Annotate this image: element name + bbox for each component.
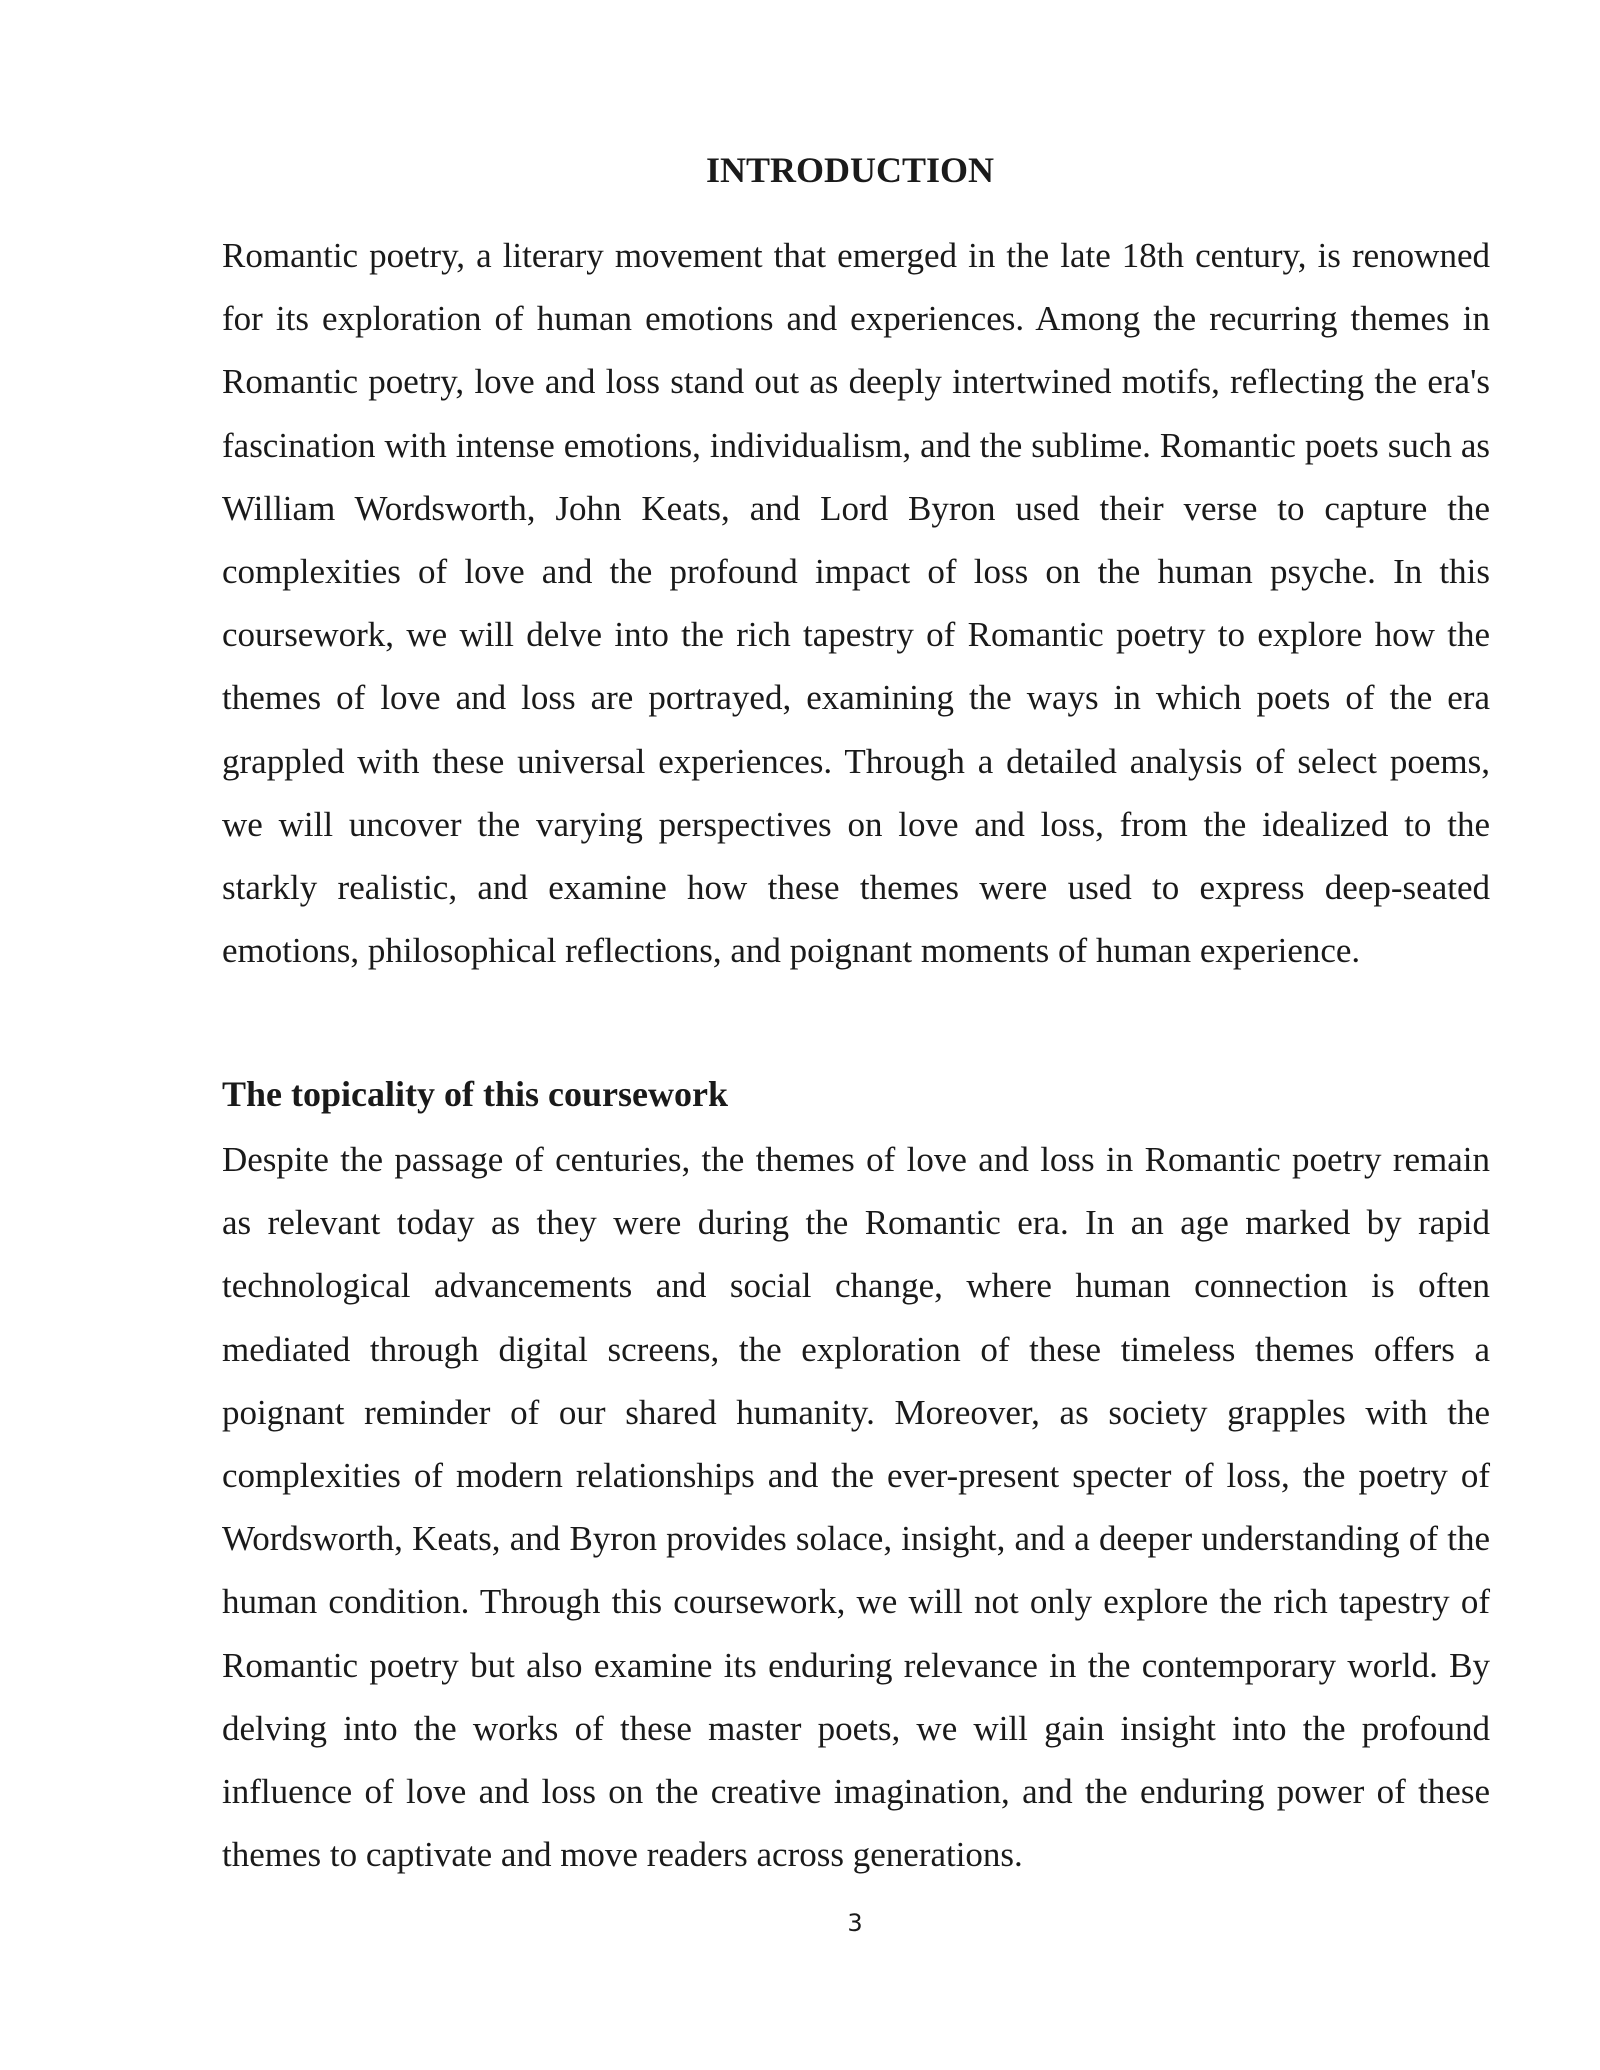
page-number: 3 <box>847 1909 863 1937</box>
topicality-paragraph: Despite the passage of centuries, the themes of love and loss in Romantic poetry remain as relevant today as they were during the Romantic era. In an age marked by rapid technological advancements and social change, where human connection is often mediated through digital screens, the exploration of these timeless themes offers a poignant reminder of our shared humanity. Moreover, as society grapples with the complexities of modern relationships and the ever-present specter of loss, the poetry of Wordsworth, Keats, and Byron provides solace, insight, and a deeper understanding of the human condition. Through this coursework, we will not only explore the rich tapestry of Romantic poetry but also examine its enduring relevance in the contemporary world. By delving into the works of these master poets, we will gain insight into the profound influence of love and loss on the creative imagination, and the enduring power of these themes to captivate and move readers across generations. <box>222 1140 1490 1875</box>
section-heading: INTRODUCTION <box>705 150 995 190</box>
subsection-heading: The topicality of this coursework <box>222 1074 728 1114</box>
intro-paragraph: Romantic poetry, a literary movement that emerged in the late 18th century, is renowned for its exploration of human emotions and experiences. Among the recurring themes in Romantic poetry, love and loss stand out as deeply intertwined motifs, reflecting the era's fascination with intense emotions, individualism, and the sublime. Romantic poets such as William Wordsworth, John Keats, and Lord Byron used their verse to capture the complexities of love and the profound impact of loss on the human psyche. In this coursework, we will delve into the rich tapestry of Romantic poetry to explore how the themes of love and loss are portrayed, examining the ways in which poets of the era grappled with these universal experiences. Through a detailed analysis of select poems, we will uncover the varying perspectives on love and loss, from the idealized to the starkly realistic, and examine how these themes were used to express deep-seated emotions, philosophical reflections, and poignant moments of human experience. <box>222 236 1490 971</box>
